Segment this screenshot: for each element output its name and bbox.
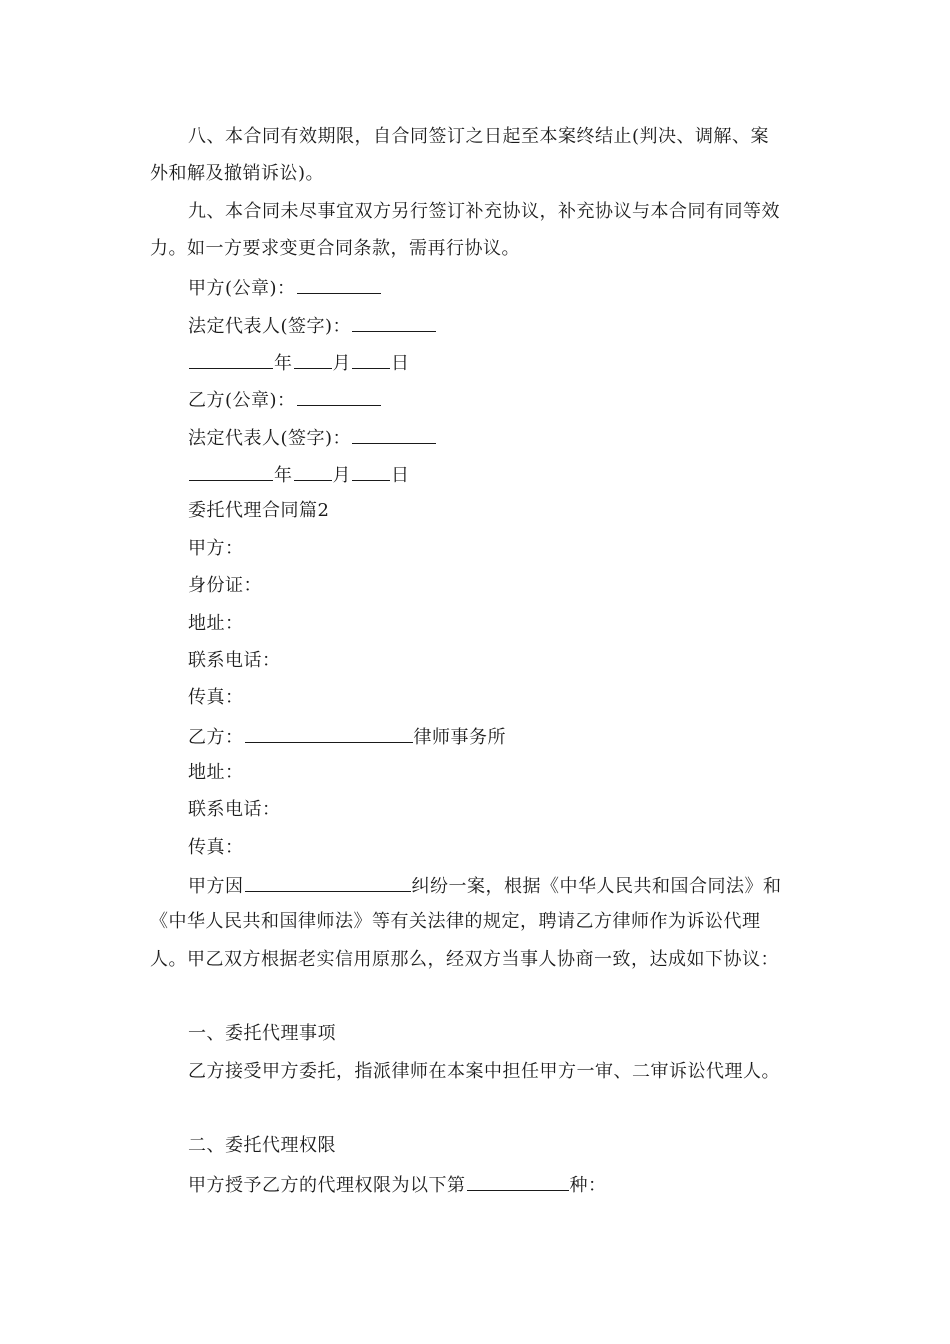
fax-b-label: 传真：	[188, 837, 244, 858]
intro-line2: 《中华人民共和国律师法》等有关法律的规定，聘请乙方律师作为诉讼代理	[150, 911, 761, 932]
phone-label: 联系电话：	[188, 650, 281, 671]
intro-line1	[188, 873, 782, 897]
section1-text: 乙方接受甲方委托，指派律师在本案中担任甲方一审、二审诉讼代理人。	[188, 1061, 780, 1082]
dispute-blank	[245, 873, 411, 892]
party-b-year-blank	[189, 462, 273, 481]
clause8-line1: 八、本合同有效期限，自合同签订之日起至本案终结止(判决、调解、案	[188, 126, 770, 147]
party-a-rep-blank	[352, 313, 436, 332]
section2-heading: 二、委托代理权限	[188, 1135, 336, 1156]
section1-heading: 一、委托代理事项	[188, 1023, 336, 1044]
party-a-label: 甲方：	[188, 538, 244, 559]
party-a-rep-label: 法定代表人(签字)：	[188, 316, 352, 337]
party-a-day: 日	[391, 353, 410, 374]
party-b-rep-label: 法定代表人(签字)：	[188, 428, 352, 449]
section2-suffix: 种：	[569, 1175, 607, 1196]
party-b-day-blank	[352, 462, 390, 481]
law-firm-blank	[245, 724, 413, 743]
contract2-title: 委托代理合同篇2	[188, 500, 330, 521]
party-a-year: 年	[274, 353, 293, 374]
party-a-seal-label: 甲方(公章)：	[188, 278, 296, 299]
party-b-line	[188, 724, 506, 748]
party-b-rep-line	[188, 425, 437, 449]
party-b-suffix: 律师事务所	[413, 727, 506, 748]
party-a-rep-line	[188, 313, 437, 337]
address-b-label: 地址：	[188, 762, 244, 783]
phone-b-label: 联系电话：	[188, 799, 281, 820]
party-b-seal-label: 乙方(公章)：	[188, 390, 296, 411]
section2-prefix: 甲方授予乙方的代理权限为以下第	[188, 1175, 466, 1196]
party-b-seal-blank	[297, 387, 381, 406]
party-b-year: 年	[274, 465, 293, 486]
clause9-line2: 力。如一方要求变更合同条款，需再行协议。	[150, 238, 520, 259]
party-b-date-line	[188, 462, 410, 486]
party-a-month: 月	[332, 353, 351, 374]
party-a-seal-line	[188, 275, 382, 299]
intro-line3: 人。甲乙双方根据老实信用原那么，经双方当事人协商一致，达成如下协议：	[150, 949, 779, 970]
party-a-month-blank	[294, 350, 332, 369]
id-label: 身份证：	[188, 575, 262, 596]
party-a-seal-blank	[297, 275, 381, 294]
party-a-day-blank	[352, 350, 390, 369]
party-b-label: 乙方：	[188, 727, 244, 748]
authority-type-blank	[467, 1172, 569, 1191]
party-b-month-blank	[294, 462, 332, 481]
party-b-month: 月	[332, 465, 351, 486]
intro-prefix: 甲方因	[188, 876, 244, 897]
party-b-seal-line	[188, 387, 382, 411]
fax-label: 传真：	[188, 687, 244, 708]
party-a-date-line	[188, 350, 410, 374]
intro-suffix: 纠纷一案，根据《中华人民共和国合同法》和	[411, 876, 782, 897]
address-label: 地址：	[188, 613, 244, 634]
party-b-day: 日	[391, 465, 410, 486]
party-a-year-blank	[189, 350, 273, 369]
clause9-line1: 九、本合同未尽事宜双方另行签订补充协议，补充协议与本合同有同等效	[188, 201, 780, 222]
section2-line	[188, 1172, 607, 1196]
clause8-line2: 外和解及撤销诉讼)。	[150, 163, 325, 184]
party-b-rep-blank	[352, 425, 436, 444]
